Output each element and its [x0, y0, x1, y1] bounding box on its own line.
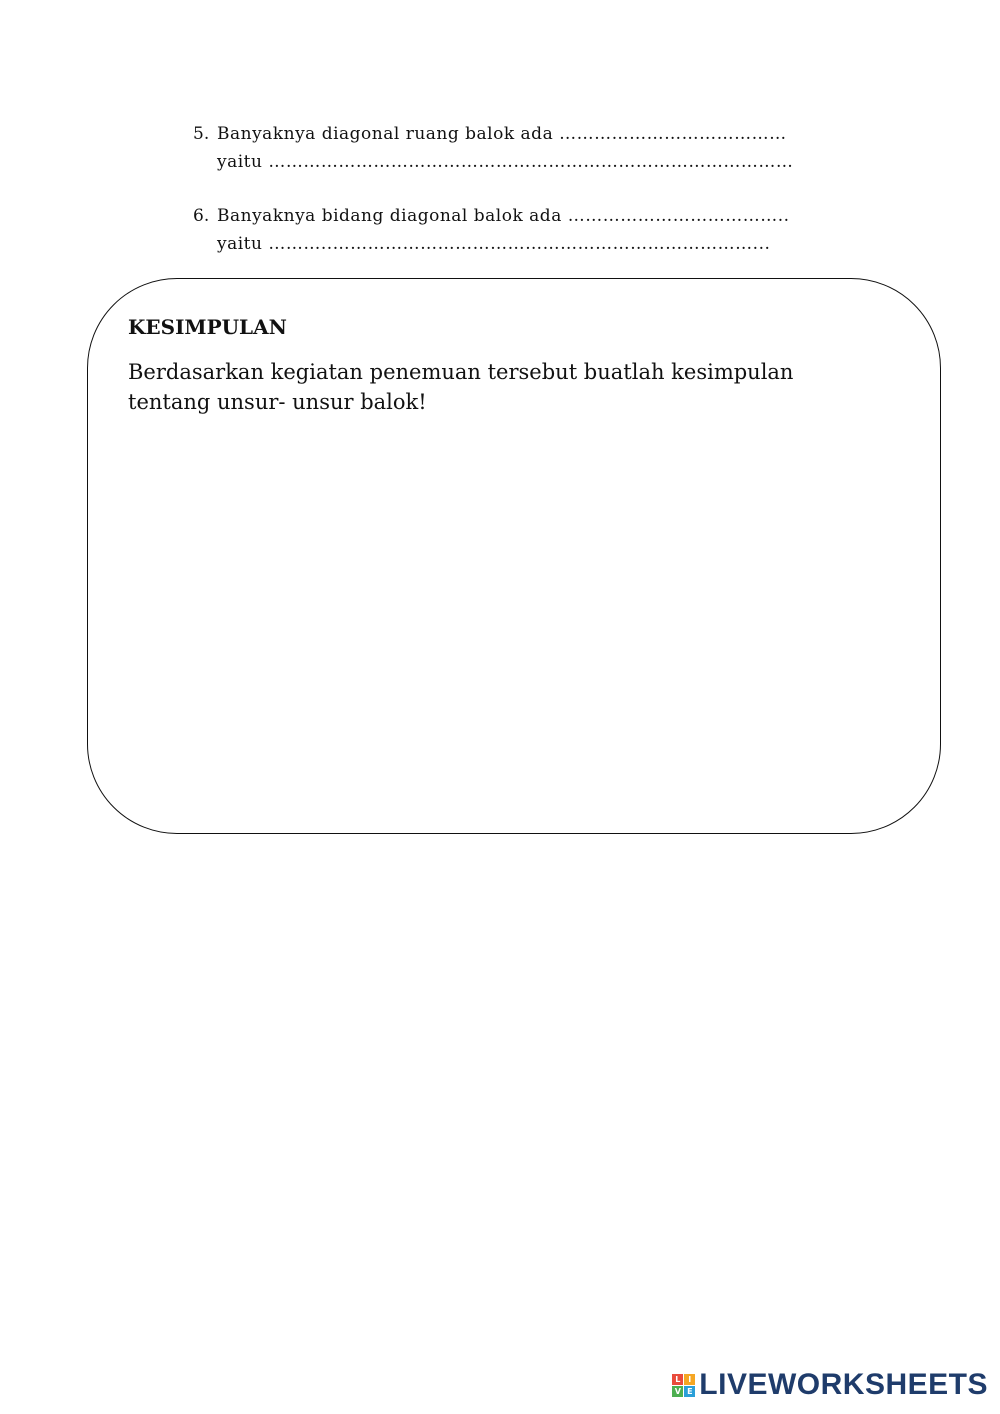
- logo-letter-v: V: [672, 1386, 683, 1397]
- conclusion-box: [87, 278, 941, 834]
- question-5: [193, 120, 793, 176]
- conclusion-answer-area[interactable]: [128, 429, 898, 789]
- logo-letter-e: E: [684, 1386, 695, 1397]
- liveworksheets-logo: [672, 1368, 988, 1402]
- conclusion-instruction: Berdasarkan kegiatan penemuan tersebut buatlah kesimpulan tentang unsur- unsur balok!: [128, 360, 794, 414]
- conclusion-title: KESIMPULAN: [128, 315, 287, 339]
- live-logo-icon: [672, 1374, 695, 1397]
- question-5-line-2: yaitu ………………………………………………………………………………: [217, 152, 794, 172]
- question-5-text: Banyaknya diagonal ruang balok ada …………………………………: [217, 124, 787, 144]
- logo-letter-l: L: [672, 1374, 683, 1385]
- question-6-number: 6.: [193, 206, 210, 226]
- question-5-line-1: [193, 120, 793, 148]
- question-6-line-1: [193, 202, 790, 230]
- logo-letter-i: I: [684, 1374, 695, 1385]
- question-6-text: Banyaknya bidang diagonal balok ada ………………………………..: [217, 206, 790, 226]
- brand-name: LIVEWORKSHEETS: [699, 1368, 988, 1401]
- question-6: [193, 202, 790, 258]
- question-6-line-2: yaitu ………..………………………………………………………………...: [217, 234, 771, 254]
- question-5-number: 5.: [193, 124, 210, 144]
